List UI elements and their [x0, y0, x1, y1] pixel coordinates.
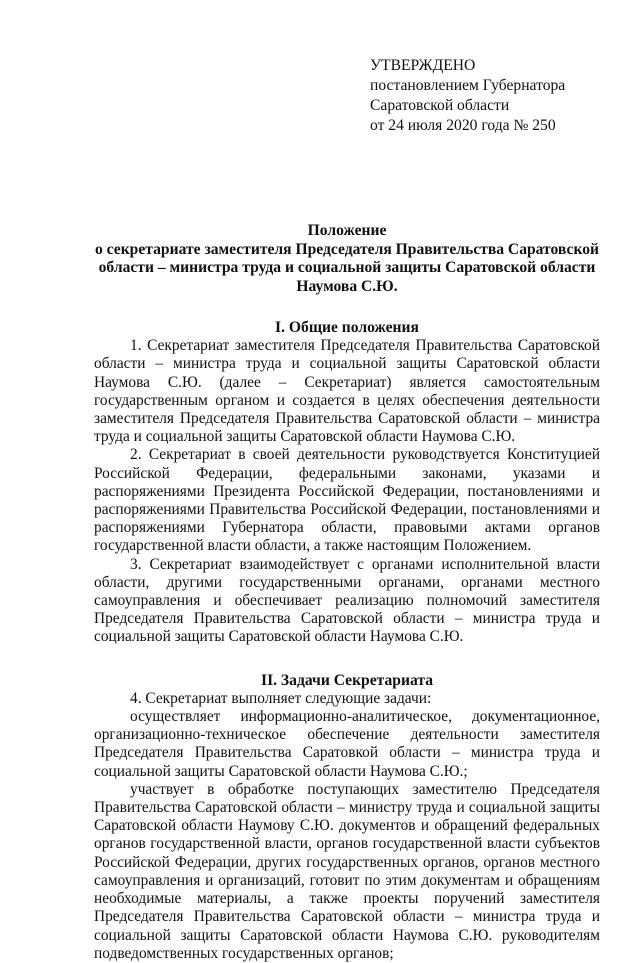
approval-block	[370, 56, 600, 136]
paragraph-2: 2. Секретариат в своей деятельности руководствуется Конституцией Российской Федерации, федеральными законами, указами и распоряжениями Президента Российской Федерации, постановлениями и распоряжениями Правительства Российской Федерации, постановлениями и распоряжениями Губернатора области, правовыми актами органов государственной власти области, а также настоящим Положением.	[94, 446, 600, 555]
title-line-2: о секретариате заместителя Председателя Правительства Саратовской	[94, 240, 600, 258]
approval-region: Саратовской области	[370, 97, 510, 114]
approval-stamp: УТВЕРЖДЕНО	[370, 57, 476, 74]
title-line-3: области – министра труда и социальной защиты Саратовской области	[98, 259, 596, 276]
paragraph-1: 1. Секретариат заместителя Председателя Правительства Саратовской области – министра труда и социальной защиты Саратовской области Наумова С.Ю. (далее – Секретариат) является самостоятельным государственным органом и создается в целях обеспечения деятельности заместителя Председателя Правительства Саратовской области – министра труда и социальной защиты Саратовской области Наумова С.Ю.	[94, 337, 600, 446]
document-title	[94, 222, 600, 296]
section-heading-tasks: II. Задачи Секретариата	[261, 671, 433, 689]
paragraph-task-documents: участвует в обработке поступающих заместителю Председателя Правительства Саратовской области – министру труда и социальной защиты Саратовской области Наумову С.Ю. документов и обращений федеральных органов государственной власти, органов государственной власти субъектов Российской Федерации, других государственных органов, органов местного самоуправления и организаций, готовит по этим документам и обращениям необходимые материалы, а также проекты поручений заместителя Председателя Правительства Саратовской области – министра труда и социальной защиты Саратовской области Наумова С.Ю. руководителям подведомственных государственных органов;	[94, 780, 600, 962]
paragraph-4: 4. Секретариат выполняет следующие задачи:	[130, 689, 432, 707]
approval-resolution: постановлением Губернатора	[370, 77, 566, 94]
title-line-4: Наумова С.Ю.	[296, 277, 398, 295]
approval-date-number: от 24 июля 2020 года № 250	[370, 117, 556, 134]
paragraph-3: 3. Секретариат взаимодействует с органами исполнительной власти области, другими государственными органами, органами местного самоуправления и обеспечивает реализацию полномочий заместителя Председателя Правительства Саратовской области – министра труда и социальной защиты Саратовской области Наумова С.Ю.	[94, 555, 600, 646]
paragraph-task-info: осуществляет информационно-аналитическое, документационное, организационно-техническое обеспечение деятельности заместителя Председателя Правительства Саратовкой области – министра труда и социальной защиты Саратовской области Наумова С.Ю.;	[94, 708, 600, 780]
section-heading-general: I. Общие положения	[275, 319, 419, 336]
title-line-1: Положение	[307, 222, 387, 239]
